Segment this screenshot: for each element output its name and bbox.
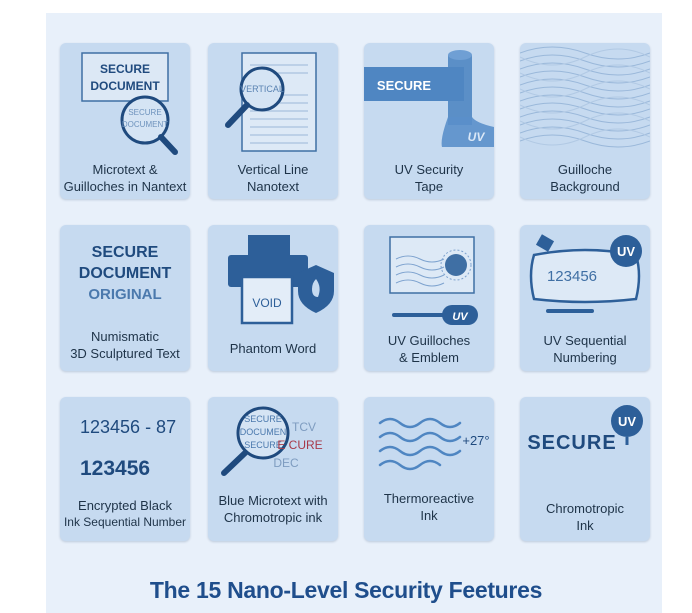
side-text-2: E CURE — [277, 438, 323, 452]
sequential-number-illustration — [60, 397, 190, 487]
chromotropic-magnifier-icon — [208, 397, 338, 487]
chromotropic-secure: SECURE — [527, 432, 617, 454]
feature-card-numismatic[interactable] — [60, 225, 190, 371]
uv-lamp-label: UV — [452, 311, 468, 323]
encrypted-number-2: 123456 — [80, 457, 151, 480]
feature-card-guilloche[interactable] — [520, 43, 650, 199]
feature-card-chromotropic[interactable] — [520, 397, 650, 541]
feature-card-thermoreactive[interactable] — [364, 397, 494, 541]
feature-caption: Thermoreactive Ink — [383, 491, 475, 523]
uv-label: UV — [467, 130, 485, 144]
temperature-label: +27° — [462, 433, 490, 448]
chromotropic-uv-icon — [520, 397, 650, 477]
feature-caption: Guilloche Background — [550, 162, 620, 194]
feature-caption: Phantom Word — [229, 341, 317, 356]
heat-waves-icon — [364, 397, 494, 477]
numismatic-line-1: SECURE — [91, 244, 159, 261]
feature-caption: Microtext & Guilloches in Nantext — [63, 162, 187, 194]
feature-card-vertical-line[interactable] — [208, 43, 338, 199]
side-text-1: TCV — [292, 420, 316, 434]
lens-text-3: SECURE — [244, 440, 282, 450]
feature-card-blue-microtext[interactable] — [208, 397, 338, 541]
feature-caption: UV Security Tape — [394, 162, 464, 194]
feature-caption: Vertical Line Nanotext — [237, 162, 309, 194]
lens-text-2: DOCUMEN — [239, 427, 287, 437]
feature-card-microtext[interactable] — [60, 43, 190, 199]
lens-vertical-text: VERTICAL — [240, 84, 284, 94]
secure-label: SECURE — [99, 62, 151, 76]
side-text-3: DEC — [273, 456, 299, 470]
uv-tape-icon — [364, 43, 494, 163]
uv-emblem-icon — [364, 225, 494, 329]
encrypted-number-1: 123456 - 87 — [80, 417, 177, 437]
feature-card-encrypted-number[interactable] — [60, 397, 190, 541]
guilloche-pattern-icon — [520, 43, 650, 155]
feature-card-uv-guilloches[interactable] — [364, 225, 494, 371]
feature-caption: Encrypted Black Ink Sequential Number — [63, 498, 187, 529]
lens-microtext-2: DOCUMENT — [121, 120, 169, 129]
feature-card-phantom-word[interactable] — [208, 225, 338, 371]
numismatic-line-2: DOCUMENT — [78, 265, 172, 282]
feature-caption: UV Sequential Numbering — [543, 333, 627, 365]
tape-secure-label: SECURE — [376, 78, 432, 93]
uv-numbering-icon — [520, 225, 650, 325]
uv-badge: UV — [616, 244, 636, 259]
lens-microtext-1: SECURE — [128, 108, 162, 117]
feature-caption: Numismatic 3D Sculptured Text — [70, 329, 180, 361]
feature-card-uv-sequential[interactable] — [520, 225, 650, 371]
uv-badge: UV — [617, 414, 637, 429]
printer-shield-icon — [208, 225, 338, 325]
document-magnifier-icon — [208, 43, 338, 163]
page-title: The 15 Nano-Level Security Feetures — [149, 577, 543, 603]
feature-card-uv-tape[interactable] — [364, 43, 494, 199]
lens-text-1: SECURE — [244, 414, 282, 424]
microtext-magnifier-icon — [60, 43, 190, 163]
sculptured-text-illustration — [60, 225, 190, 315]
feature-caption: Blue Microtext with Chromotropic ink — [218, 493, 328, 525]
document-label: DOCUMENT — [90, 79, 160, 93]
void-text: VOID — [252, 296, 282, 310]
uv-number: 123456 — [546, 268, 598, 285]
feature-caption: Chromotropic Ink — [545, 501, 625, 533]
feature-caption: UV Guilloches & Emblem — [387, 333, 471, 365]
numismatic-line-3: ORIGINAL — [88, 286, 162, 303]
